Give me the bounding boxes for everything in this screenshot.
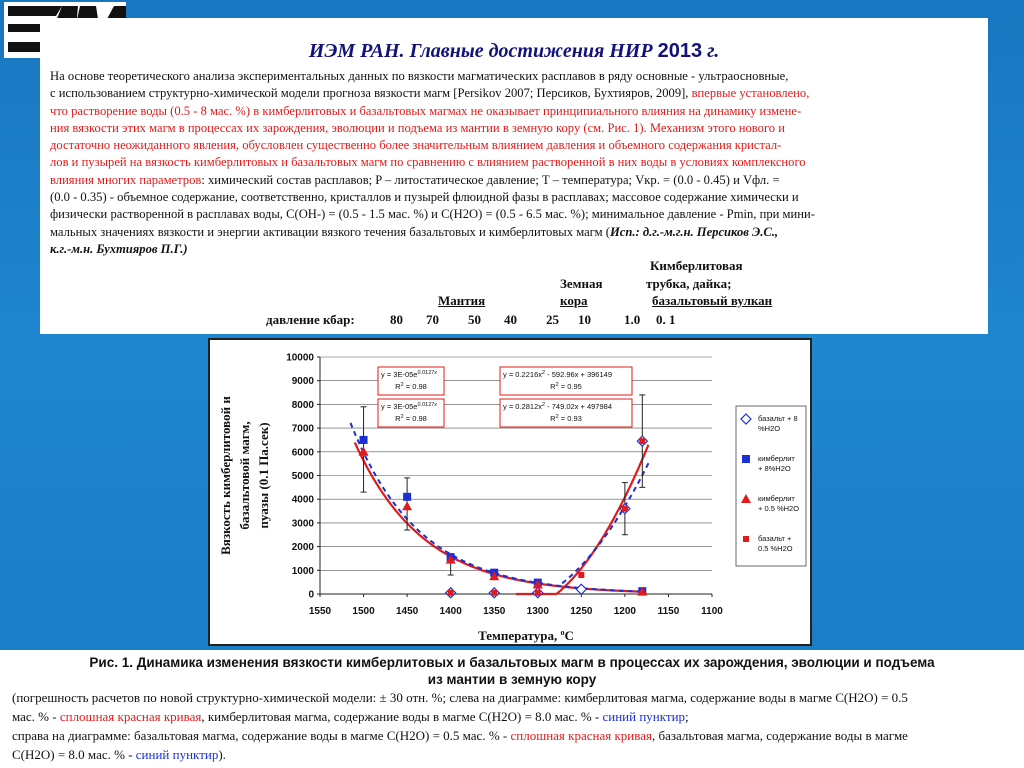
chart-svg	[210, 340, 810, 644]
trendline-equation: $y = 3E-05e^{0.0127x}$	[381, 402, 438, 411]
summary-line	[50, 137, 980, 154]
summary-line-segment: мальных значениях вязкости и энергии активации вязкого течения базальтовых и кимберлитовых магм (	[50, 224, 610, 239]
caption-line-segment: ;	[685, 709, 689, 724]
pressure-label: давление кбар:	[266, 312, 355, 327]
y-tick-label: 5000	[291, 471, 314, 482]
summary-line	[50, 189, 980, 206]
legend-label: кимберлит	[758, 454, 795, 463]
caption-title-line: Рис. 1. Динамика изменения вязкости кимберлитовых и базальтовых магм в процессах их зарождения, эволюции и подъема	[89, 655, 935, 670]
data-point-series-3	[491, 590, 497, 596]
caption-title-line: из мантии в земную кору	[427, 672, 597, 687]
legend-label: + 8%H2O	[758, 464, 791, 473]
summary-line	[50, 224, 980, 241]
summary-text	[50, 68, 980, 258]
summary-panel	[40, 18, 988, 334]
legend-label: + 0.5 %H2O	[758, 504, 800, 513]
data-point-series-1	[403, 493, 411, 501]
data-point-series-3	[448, 590, 454, 596]
summary-line-segment: что растворение воды (0.5 - 8 мас. %) в кимберлитовых и базальтовых магмах не оказывает принципиального влияния на динамику измене-	[50, 103, 802, 118]
caption-line-segment: сплошная красная кривая	[59, 709, 202, 724]
legend-label: кимберлит	[758, 494, 795, 503]
pressure-value: 0. 1	[656, 312, 676, 327]
summary-line	[50, 103, 980, 120]
summary-line	[50, 154, 980, 171]
summary-line-segment: к.г.-м.н. Бухтияров П.Г.)	[50, 241, 188, 256]
caption-line-segment: (погрешность расчетов по новой структурно-химической модели: ± 30 отн. %; слева на диаграмме: кимберлитовая магма, содержание воды в магме C(H2O) = 0.5	[12, 690, 908, 705]
pressure-value: 70	[426, 312, 439, 327]
caption-line-segment: синий пунктир	[135, 747, 219, 762]
summary-line-segment: с использованием структурно-химической модели прогноза вязкости магм [Persikov 2007; Персиков, Бухтияров, 2009],	[50, 86, 692, 101]
y-axis-label: базальтовой магм,	[237, 421, 252, 530]
data-point-series-1	[360, 436, 368, 444]
volcano-header: базальтовый вулкан	[652, 293, 773, 308]
caption-line-segment: ).	[218, 747, 226, 762]
earth-header: Земная	[560, 276, 603, 291]
summary-line	[50, 85, 980, 102]
trendline-equation: $y = 3E-05e^{0.0127x}$	[381, 370, 438, 379]
viscosity-chart	[208, 338, 812, 646]
y-tick-label: 4000	[291, 494, 314, 506]
caption-line	[12, 688, 1016, 707]
page-title	[40, 40, 988, 63]
mantle-header: Мантия	[438, 293, 486, 308]
summary-line	[50, 206, 980, 223]
r-squared: $R^2 = 0.93$	[550, 414, 582, 423]
x-tick-label: 1250	[570, 606, 593, 617]
legend-label: %H2O	[758, 424, 781, 433]
summary-line	[50, 172, 980, 189]
y-tick-label: 0	[308, 589, 314, 601]
figure-caption-title	[0, 654, 1024, 688]
r-squared: $R^2 = 0.98$	[395, 414, 427, 423]
caption-line-segment: , кимберлитовая магма, содержание воды в магме C(H2O) = 8.0 мас. % -	[201, 709, 603, 724]
trendline-equation: $y = 0.2216x^2 - 592.96x + 396149$	[503, 370, 612, 379]
data-point-series-2	[402, 501, 412, 510]
data-point-series-3	[622, 506, 628, 512]
caption-line-segment: сплошная красная кривая	[510, 728, 652, 743]
summary-line	[50, 68, 980, 85]
caption-line	[12, 745, 1016, 764]
basalt-05-fit-curve	[516, 445, 648, 594]
caption-line-segment: мас. % -	[12, 709, 60, 724]
legend-label: 0.5 %H2O	[758, 544, 793, 553]
summary-line-segment: физически растворенной в расплавах воды, C(OH-) = (0.5 - 1.5 мас. %) и C(H2O) = (0.5 - 6.5 мас. %); минимальное давление - Pmin, при мини-	[50, 207, 815, 222]
y-tick-label: 9000	[291, 376, 314, 388]
caption-line-segment: справа на диаграмме: базальтовая магма, содержание воды в магме C(H2O) = 0.5 мас. % -	[12, 728, 511, 743]
x-axis-label: Температура, $^o$C	[478, 628, 574, 643]
x-tick-label: 1150	[657, 606, 680, 617]
summary-line	[50, 120, 980, 137]
summary-line-segment: : химический состав расплавов; P – литостатическое давление; T – температура; Vкр. = (0.0 - 0.45) и Vфл. =	[201, 172, 780, 187]
summary-line-segment: (0.0 - 0.35) - объемное содержание, соответственно, кристаллов и пузырей флюидной фазы в расплавах; массовое содержание химически и	[50, 190, 799, 205]
summary-line-segment: Исп.: д.г.-м.г.н. Персиков Э.С.,	[609, 224, 779, 239]
pressure-value: 1.0	[624, 312, 641, 327]
caption-panel	[0, 650, 1024, 768]
summary-line-segment: влияния многих параметров	[50, 172, 202, 187]
x-tick-label: 1100	[701, 606, 723, 617]
figure-caption-text	[12, 688, 1016, 764]
y-tick-label: 8000	[291, 399, 314, 411]
legend-label: базальт + 8	[758, 414, 798, 423]
x-tick-label: 1500	[352, 606, 375, 617]
title-year: 2013	[657, 40, 703, 62]
x-tick-label: 1450	[395, 606, 419, 617]
legend-marker	[743, 536, 749, 542]
y-axis-label: Вязкость кимберлитовой и	[218, 396, 233, 555]
r-squared: $R^2 = 0.95$	[550, 382, 582, 391]
y-tick-label: 10000	[286, 352, 314, 364]
y-tick-label: 2000	[291, 542, 314, 554]
data-point-series-3	[639, 438, 645, 444]
y-tick-label: 6000	[291, 447, 314, 459]
legend-marker	[742, 455, 750, 463]
summary-line-segment: достаточно неожиданного явления, обусловлен существенно более значительным влиянием давления и объемного содержания кристал-	[50, 138, 782, 153]
x-tick-label: 1300	[526, 606, 549, 617]
data-point-series-3	[535, 590, 541, 596]
summary-line-segment: лов и пузырей на вязкость кимберлитовых и базальтовых магм по сравнению с влиянием растворенной в них воды в условиях комплексного	[50, 155, 806, 170]
pressure-value: 10	[578, 312, 591, 327]
legend-label: базальт +	[758, 534, 792, 543]
caption-line	[12, 707, 1016, 726]
summary-line-segment: впервые установлено,	[691, 86, 810, 101]
pressure-value: 40	[504, 312, 517, 327]
kimberlite-header-1: Кимберлитовая	[650, 258, 743, 273]
summary-line	[50, 241, 980, 258]
caption-line	[12, 726, 1016, 745]
pressure-value: 80	[390, 312, 403, 327]
x-tick-label: 1200	[613, 606, 637, 617]
crust-header: кора	[560, 293, 588, 308]
pressure-value: 25	[546, 312, 559, 327]
summary-line-segment: На основе теоретического анализа экспериментальных данных по вязкости магматических расплавов в ряду основные - ультраосновные,	[50, 69, 789, 83]
pressure-value: 50	[468, 312, 481, 327]
y-tick-label: 1000	[291, 565, 314, 577]
y-axis-label: пуазы (0.1 Па.сек)	[256, 422, 271, 529]
y-tick-label: 7000	[291, 423, 314, 435]
caption-line-segment: , базальтовая магма, содержание воды в магме	[651, 728, 908, 743]
caption-line-segment: синий пунктир	[602, 709, 686, 724]
summary-line-segment: ния вязкости этих магм в процессах их зарождения, эволюции и подъема из мантии в земную кору (см. Рис. 1). Механизм этого нового и	[50, 120, 785, 135]
x-tick-label: 1350	[483, 606, 506, 617]
kimberlite-header-2: трубка, дайка;	[646, 276, 732, 291]
title-suffix: г.	[702, 40, 720, 62]
r-squared: $R^2 = 0.98$	[395, 382, 427, 391]
x-tick-label: 1550	[308, 606, 332, 617]
y-tick-label: 3000	[291, 518, 314, 530]
data-point-series-0	[576, 584, 586, 594]
basalt-8-fit-curve	[562, 462, 649, 584]
x-tick-label: 1400	[439, 606, 462, 617]
trendline-equation: $y = 0.2812x^2 - 749.02x + 497984$	[503, 402, 612, 411]
data-point-series-3	[578, 572, 584, 578]
caption-line-segment: C(H2O) = 8.0 мас. % -	[12, 747, 136, 762]
title-main: ИЭМ РАН. Главные достижения НИР	[308, 40, 658, 62]
kimberlite-05-fit-curve	[355, 443, 643, 592]
